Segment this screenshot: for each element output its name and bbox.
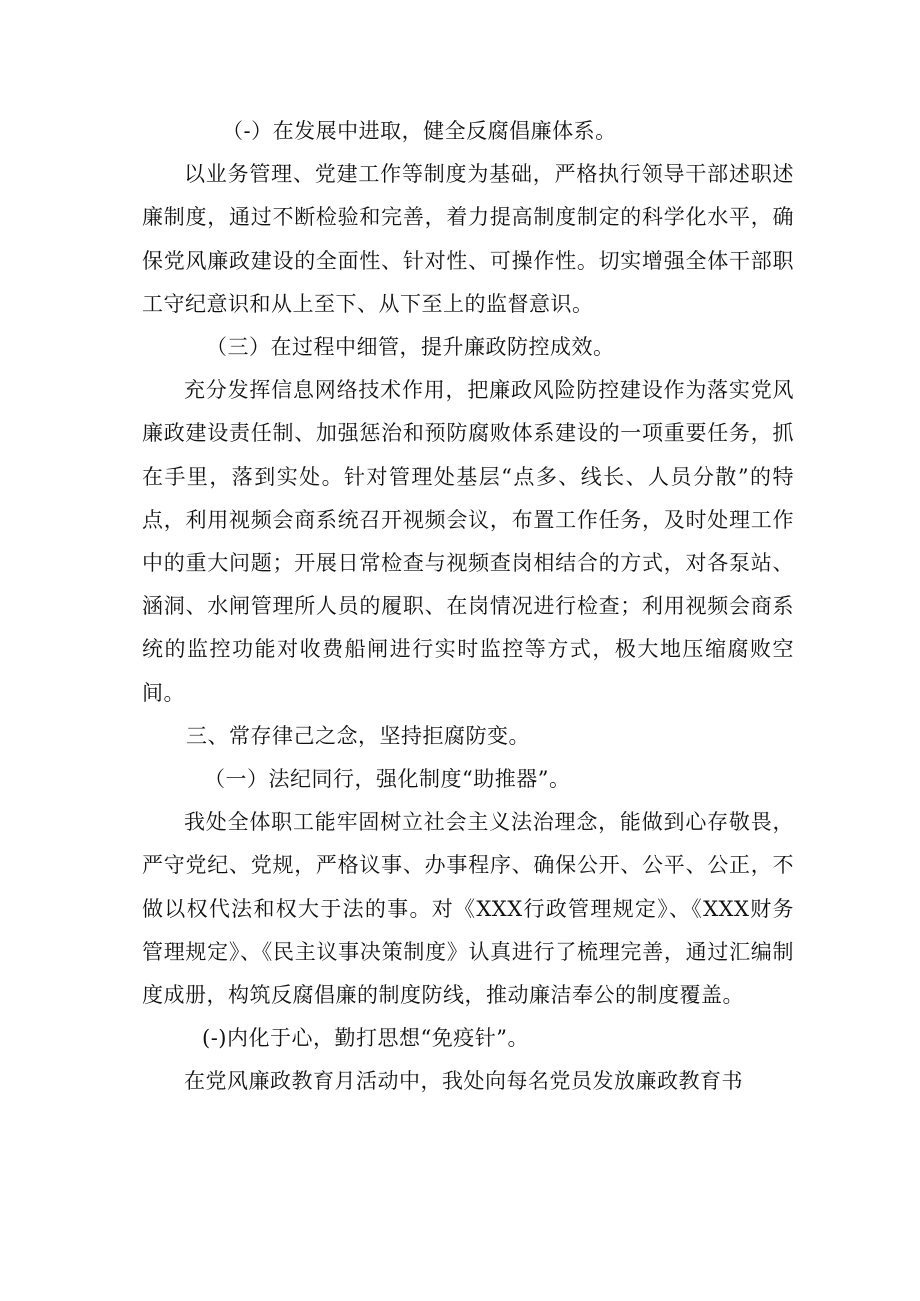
body-paragraph: 我处全体职工能牢固树立社会主义法治理念，能做到心存敬畏，严守党纪、党规，严格议事、办事程序、确保公开、公平、公正，不做以权代法和权大于法的事。对《XXX行政管理规定》、《XXX财务管理规定》、《民主议事决策制度》认真进行了梳理完善，通过汇编制度成册，构筑反腐倡廉的制度防线，推动廉洁奉公的制度覆盖。 xyxy=(142,810,794,1008)
section-heading: （-）在发展中进取，健全反腐倡廉体系。 xyxy=(222,119,617,143)
section-heading: （三）在过程中细管，提升廉政防控成效。 xyxy=(206,335,615,360)
body-paragraph: 在党风廉政教育月活动中，我处向每名党员发放廉政教育书 xyxy=(184,1069,743,1094)
chapter-heading: 三、常存律己之念，坚持拒腐防变。 xyxy=(186,723,530,748)
body-paragraph: 以业务管理、党建工作等制度为基础，严格执行领导干部述职述廉制度，通过不断检验和完善，着力提高制度制定的科学化水平，确保党风廉政建设的全面性、针对性、可操作性。切实增强全体干部职工守纪意识和从上至下、从下至上的监督意识。 xyxy=(142,162,794,316)
document-body xyxy=(142,110,794,1104)
section-heading: (-)内化于心，勤打思想“免疫针”。 xyxy=(202,1026,529,1051)
section-heading: （一）法纪同行，强化制度“助推器”。 xyxy=(204,767,571,792)
body-paragraph: 充分发挥信息网络技术作用，把廉政风险防控建设作为落实党风廉政建设责任制、加强惩治和预防腐败体系建设的一项重要任务，抓在手里，落到实处。针对管理处基层“点多、线长、人员分散”的特点，利用视频会商系统召开视频会议，布置工作任务，及时处理工作中的重大问题；开展日常检查与视频查岗相结合的方式，对各泵站、涵洞、水闸管理所人员的履职、在岗情况进行检查；利用视频会商系统的监控功能对收费船闸进行实时监控等方式，极大地压缩腐败空间。 xyxy=(142,378,794,705)
